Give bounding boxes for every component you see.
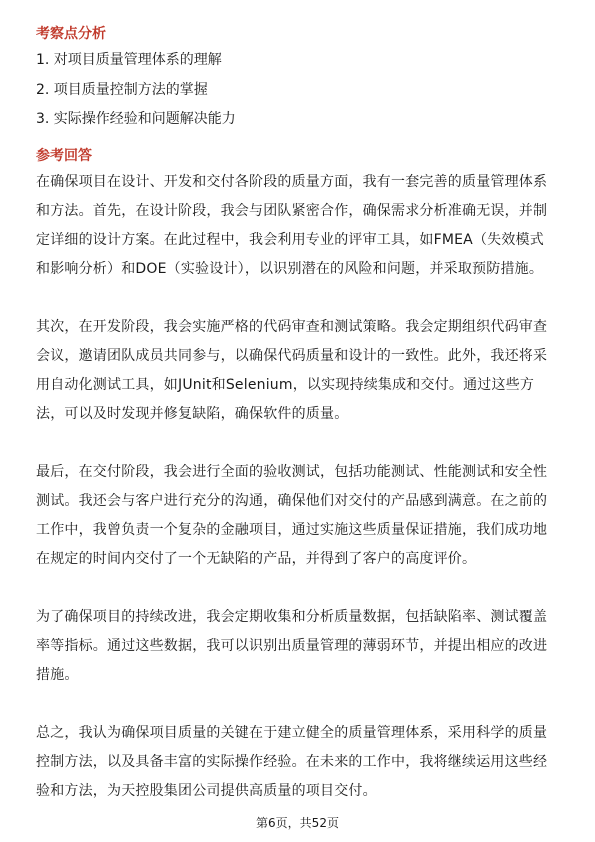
paragraph-line: 法，可以及时发现并修复缺陷，确保软件的质量。	[36, 406, 349, 422]
paragraph-line: 总之，我认为确保项目质量的关键在于建立健全的质量管理体系，采用科学的质量	[36, 725, 548, 741]
paragraph-line: 最后，在交付阶段，我会进行全面的验收测试，包括功能测试、性能测试和安全性	[36, 464, 548, 480]
answer-paragraph-1	[36, 168, 560, 284]
paragraph-line: 会议，邀请团队成员共同参与，以确保代码质量和设计的一致性。此外，我还将采	[36, 348, 548, 364]
paragraph-line: 和方法。首先，在设计阶段，我会与团队紧密合作，确保需求分析准确无误，并制	[36, 203, 548, 219]
analysis-point-1: 1. 对项目质量管理体系的理解	[36, 52, 222, 68]
analysis-point-2: 2. 项目质量控制方法的掌握	[36, 82, 208, 98]
answer-paragraph-3	[36, 458, 560, 574]
answer-paragraph-5	[36, 719, 560, 806]
paragraph-line: 验和方法，为天控股集团公司提供高质量的项目交付。	[36, 783, 377, 799]
answer-heading: 参考回答	[36, 148, 92, 164]
paragraph-line: 在确保项目在设计、开发和交付各阶段的质量方面，我有一套完善的质量管理体系	[36, 174, 548, 190]
paragraph-line: 其次，在开发阶段，我会实施严格的代码审查和测试策略。我会定期组织代码审查	[36, 319, 548, 335]
analysis-point-3: 3. 实际操作经验和问题解决能力	[36, 111, 236, 127]
paragraph-line: 措施。	[36, 667, 79, 683]
paragraph-line: 工作中，我曾负责一个复杂的金融项目，通过实施这些质量保证措施，我们成功地	[36, 522, 548, 538]
paragraph-line: 控制方法，以及具备丰富的实际操作经验。在未来的工作中，我将继续运用这些经	[36, 754, 548, 770]
page-footer: 第6页，共52页	[256, 816, 339, 830]
paragraph-line: 定详细的设计方案。在此过程中，我会利用专业的评审工具，如FMEA（失效模式	[36, 232, 544, 248]
paragraph-line: 和影响分析）和DOE（实验设计），以识别潜在的风险和问题，并采取预防措施。	[36, 261, 544, 277]
analysis-heading: 考察点分析	[36, 26, 106, 42]
paragraph-line: 率等指标。通过这些数据，我可以识别出质量管理的薄弱环节，并提出相应的改进	[36, 638, 548, 654]
answer-paragraph-4	[36, 603, 560, 690]
paragraph-line: 测试。我还会与客户进行充分的沟通，确保他们对交付的产品感到满意。在之前的	[36, 493, 548, 509]
paragraph-line: 在规定的时间内交付了一个无缺陷的产品，并得到了客户的高度评价。	[36, 551, 477, 567]
answer-paragraph-2	[36, 313, 560, 429]
answer-body	[36, 168, 560, 835]
paragraph-line: 为了确保项目的持续改进，我会定期收集和分析质量数据，包括缺陷率、测试覆盖	[36, 609, 548, 625]
paragraph-line: 用自动化测试工具，如JUnit和Selenium，以实现持续集成和交付。通过这些方	[36, 377, 535, 393]
